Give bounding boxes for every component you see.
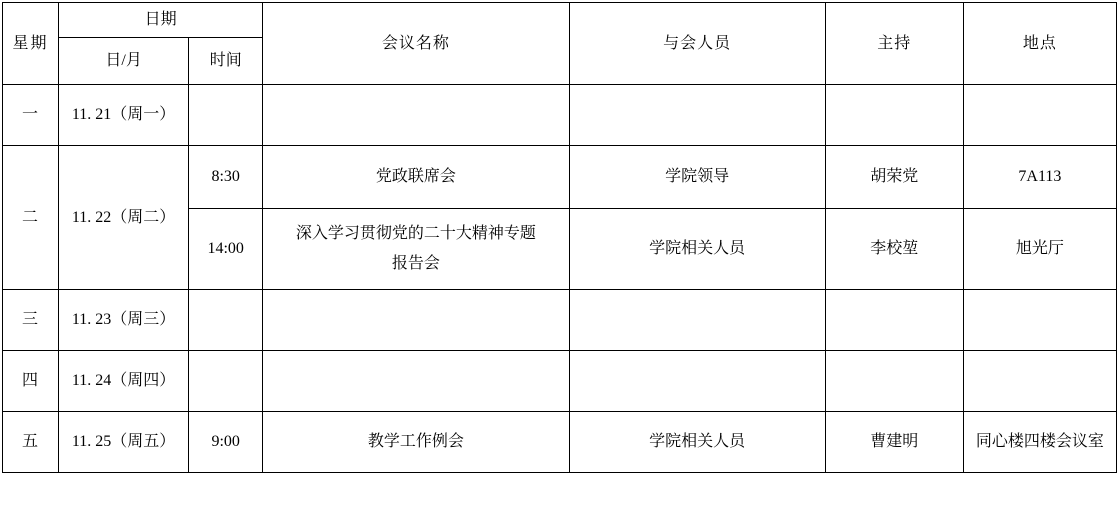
row-weekday: 五 bbox=[3, 412, 59, 473]
row-meeting-name: 教学工作例会 bbox=[263, 412, 569, 473]
row-date: 11. 25（周五） bbox=[59, 412, 189, 473]
header-time-sub: 时间 bbox=[189, 38, 263, 85]
header-meeting-name: 会议名称 bbox=[263, 3, 569, 85]
row-time bbox=[189, 351, 263, 412]
row-host bbox=[825, 85, 963, 146]
row-time: 8:30 bbox=[189, 146, 263, 209]
meeting-name-line-2: 报告会 bbox=[391, 255, 440, 272]
row-location bbox=[963, 85, 1116, 146]
table-row bbox=[3, 290, 1117, 351]
row-time: 14:00 bbox=[189, 209, 263, 290]
table-row bbox=[3, 146, 1117, 209]
row-host bbox=[825, 351, 963, 412]
row-host: 曹建明 bbox=[825, 412, 963, 473]
row-time bbox=[189, 290, 263, 351]
row-weekday: 四 bbox=[3, 351, 59, 412]
schedule-document bbox=[0, 2, 1119, 521]
header-date-sub: 日/月 bbox=[59, 38, 189, 85]
row-time: 9:00 bbox=[189, 412, 263, 473]
row-weekday: 三 bbox=[3, 290, 59, 351]
row-meeting-name bbox=[263, 290, 569, 351]
row-date: 11. 22（周二） bbox=[59, 146, 189, 290]
row-attendees: 学院相关人员 bbox=[569, 412, 825, 473]
row-attendees bbox=[569, 85, 825, 146]
row-attendees bbox=[569, 351, 825, 412]
meeting-schedule-table bbox=[2, 2, 1117, 473]
row-attendees: 学院领导 bbox=[569, 146, 825, 209]
row-time bbox=[189, 85, 263, 146]
row-meeting-name bbox=[263, 351, 569, 412]
row-meeting-name bbox=[263, 209, 569, 290]
table-row bbox=[3, 85, 1117, 146]
row-location: 同心楼四楼会议室 bbox=[963, 412, 1116, 473]
meeting-name-line-1: 深入学习贯彻党的二十大精神专题 bbox=[295, 224, 536, 242]
header-weekday: 星期 bbox=[3, 3, 59, 85]
row-meeting-name: 党政联席会 bbox=[263, 146, 569, 209]
header-host: 主持 bbox=[825, 3, 963, 85]
row-date: 11. 23（周三） bbox=[59, 290, 189, 351]
header-attendees: 与会人员 bbox=[569, 3, 825, 85]
header-date-group: 日期 bbox=[59, 3, 263, 38]
row-location: 7A113 bbox=[963, 146, 1116, 209]
header-location: 地点 bbox=[963, 3, 1116, 85]
row-date: 11. 21（周一） bbox=[59, 85, 189, 146]
row-host: 胡荣党 bbox=[825, 146, 963, 209]
row-host bbox=[825, 290, 963, 351]
row-location: 旭光厅 bbox=[963, 209, 1116, 290]
table-header-row-top bbox=[3, 3, 1117, 38]
row-attendees: 学院相关人员 bbox=[569, 209, 825, 290]
row-meeting-name bbox=[263, 85, 569, 146]
row-host: 李校堃 bbox=[825, 209, 963, 290]
row-location bbox=[963, 290, 1116, 351]
row-location bbox=[963, 351, 1116, 412]
row-date: 11. 24（周四） bbox=[59, 351, 189, 412]
row-attendees bbox=[569, 290, 825, 351]
row-weekday: 二 bbox=[3, 146, 59, 290]
row-weekday: 一 bbox=[3, 85, 59, 146]
table-row bbox=[3, 351, 1117, 412]
table-row bbox=[3, 412, 1117, 473]
